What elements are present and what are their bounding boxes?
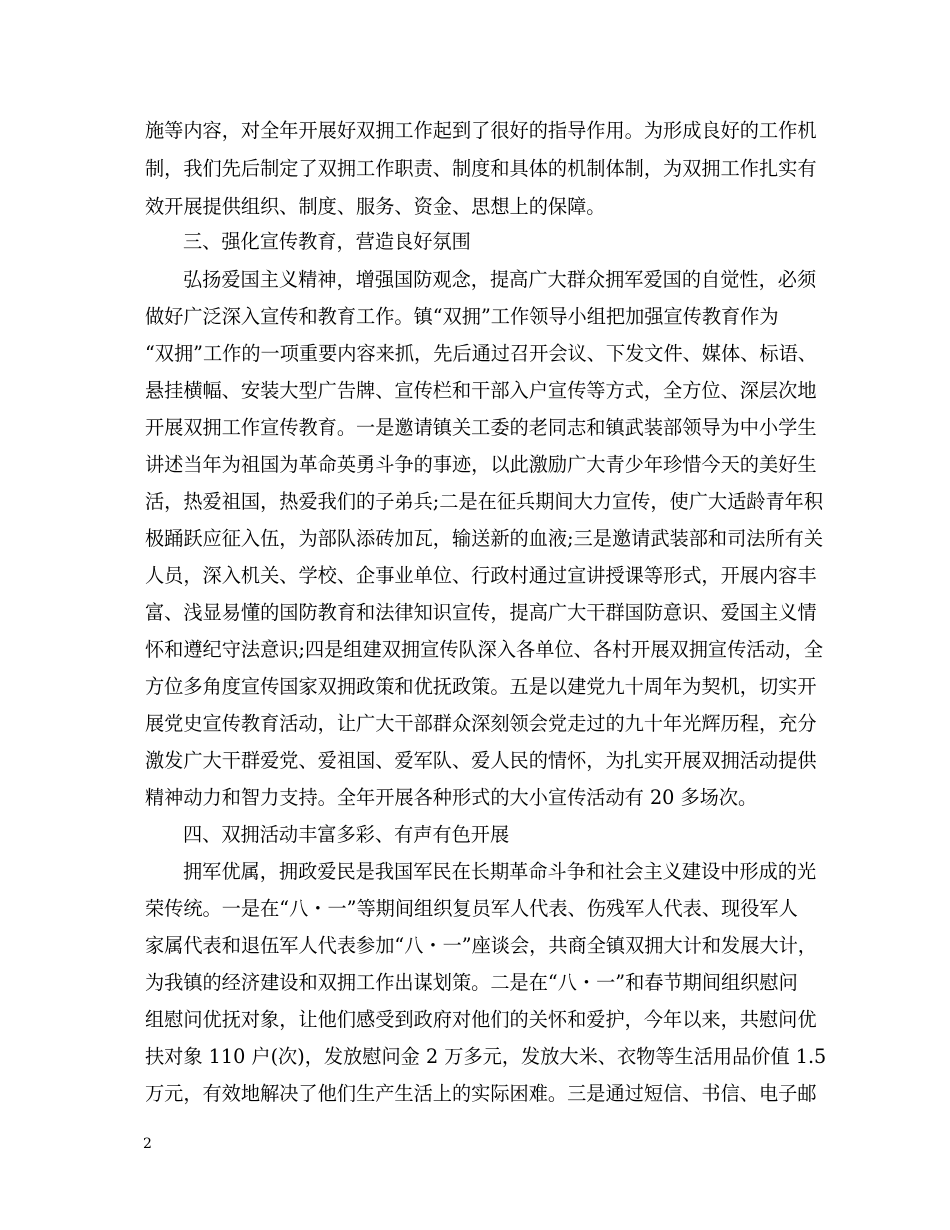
- text-line: 悬挂横幅、安装大型广告牌、宣传栏和干部入户宣传等方式，全方位、深层次地: [145, 379, 817, 402]
- text-line: 万元，有效地解决了他们生产生活上的实际困难。三是通过短信、书信、电子邮: [145, 1082, 817, 1105]
- text-line: 活，热爱祖国，热爱我们的子弟兵;二是在征兵期间大力宣传，使广大适龄青年积: [145, 490, 824, 513]
- text-line: 荣传统。一是在“八・一”等期间组织复员军人代表、伤残军人代表、现役军人: [145, 897, 798, 920]
- text-line: 效开展提供组织、制度、服务、资金、思想上的保障。: [145, 195, 606, 218]
- text-line: 弘扬爱国主义精神，增强国防观念，提高广大群众拥军爱国的自觉性，必须: [183, 268, 817, 291]
- text-line: 讲述当年为祖国为革命英勇斗争的事迹，以此激励广大青少年珍惜今天的美好生: [145, 453, 817, 476]
- section-heading: 三、强化宣传教育，营造良好氛围: [183, 230, 471, 253]
- text-line: 方位多角度宣传国家双拥政策和优抚政策。五是以建党九十周年为契机，切实开: [145, 675, 817, 698]
- text-line: 人员，深入机关、学校、企事业单位、行政村通过宣讲授课等形式，开展内容丰: [145, 564, 817, 587]
- text-line: 施等内容，对全年开展好双拥工作起到了很好的指导作用。为形成良好的工作机: [145, 119, 817, 142]
- text-line: 怀和遵纪守法意识;四是组建双拥宣传队深入各单位、各村开展双拥宣传活动，全: [145, 638, 824, 661]
- text-line: 富、浅显易懂的国防教育和法律知识宣传，提高广大干群国防意识、爱国主义情: [145, 601, 817, 624]
- text-line: 激发广大干群爱党、爱祖国、爱军队、爱人民的情怀，为扎实开展双拥活动提供: [145, 749, 817, 772]
- text-line: 为我镇的经济建设和双拥工作出谋划策。二是在“八・一”和春节期间组织慰问: [145, 971, 798, 994]
- page-number: 2: [143, 1136, 152, 1152]
- text-line: 开展双拥工作宣传教育。一是邀请镇关工委的老同志和镇武装部领导为中小学生: [145, 416, 817, 439]
- text-line: 家属代表和退伍军人代表参加“八・一”座谈会，共商全镇双拥大计和发展大计，: [145, 934, 817, 957]
- text-line: 做好广泛深入宣传和教育工作。镇“双拥”工作领导小组把加强宣传教育作为: [145, 305, 779, 328]
- text-line: 拥军优属，拥政爱民是我国军民在长期革命斗争和社会主义建设中形成的光: [183, 860, 817, 883]
- section-heading: 四、双拥活动丰富多彩、有声有色开展: [183, 823, 510, 846]
- text-line: 精神动力和智力支持。全年开展各种形式的大小宣传活动有 20 多场次。: [145, 786, 758, 809]
- text-line: 制，我们先后制定了双拥工作职责、制度和具体的机制体制，为双拥工作扎实有: [145, 157, 817, 180]
- text-line: 组慰问优抚对象，让他们感受到政府对他们的关怀和爱护，今年以来，共慰问优: [145, 1008, 817, 1031]
- text-line: 扶对象 110 户(次)，发放慰问金 2 万多元，发放大米、衣物等生活用品价值 1.5: [145, 1045, 827, 1068]
- text-line: 展党史宣传教育活动，让广大干部群众深刻领会党走过的九十年光辉历程，充分: [145, 712, 817, 735]
- text-line: “双拥”工作的一项重要内容来抓，先后通过召开会议、下发文件、媒体、标语、: [145, 342, 817, 365]
- text-line: 极踊跃应征入伍，为部队添砖加瓦，输送新的血液;三是邀请武装部和司法所有关: [145, 527, 824, 550]
